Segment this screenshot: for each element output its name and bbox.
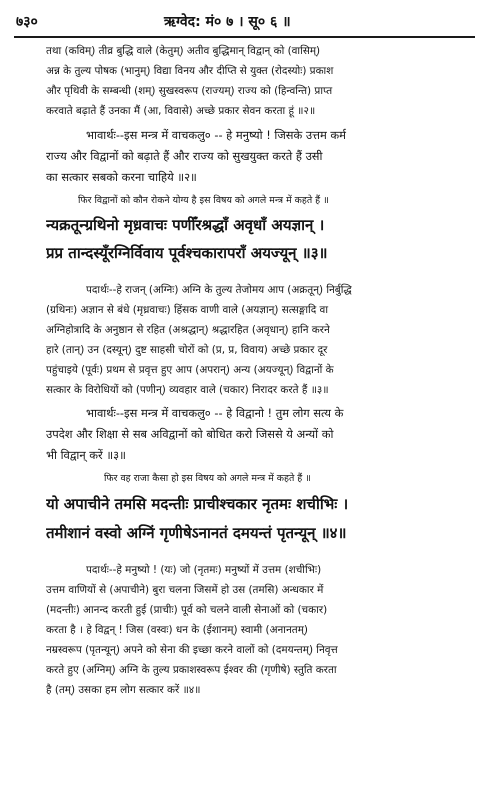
- padartha-line: (ग्रथिनः) अज्ञान से बंधे (मृध्रवाचः) हिंसक वाणी वाले (अयज्ञान्) सत्सङ्गादि वा: [46, 304, 329, 316]
- padartha-line: नम्रस्वरूप (पृतन्यून्) अपने को सेना की इच्छा करने वालों को (दमयन्तम्) निवृत्त: [46, 644, 338, 656]
- mantra-line: यो अपाचीने तमसि मदन्तीः प्राचीश्चकार नृतमः शचीभिः ।: [46, 495, 349, 513]
- bhavartha-line: भी विद्वान् करें ॥३॥: [46, 448, 126, 462]
- bhavartha-line: भावार्थः--इस मन्त्र में वाचकलु० -- हे विद्वानो ! तुम लोग सत्य के: [86, 406, 344, 420]
- padartha-line: (मदन्तीः) आनन्द करती हुई (प्राचीः) पूर्व को चलने वाली सेनाओं को (चकार): [46, 604, 328, 616]
- mantra-line: तमीशानं वस्वो अग्निं गृणीषेऽनानतं दमयन्तं पृतन्यून् ॥४॥: [46, 524, 347, 542]
- page-header: [14, 10, 475, 32]
- padartha-line: पदार्थः--हे मनुष्यो ! (यः) जो (नृतमः) मनुष्यों में उत्तम (शचीभिः): [86, 564, 322, 576]
- bhavartha-line: राज्य और विद्वानों को बढ़ाते हैं और राज्य को सुखयुक्त करते हैं उसी: [46, 149, 323, 163]
- padartha-line: पहुंचाइये (पूर्वः) प्रथम से प्रवृत्त हुए आप (अपरान्) अन्य (अयज्यून्) विद्वानों के: [46, 364, 334, 376]
- mantra-line: प्रप्र तान्दस्यूँरग्निर्विवाय पूर्वश्चकारापराँ अयज्यून् ॥३॥: [46, 244, 328, 262]
- page-number: ७३०: [16, 14, 38, 30]
- mantra-line: न्यक्रतून्ग्रथिनो मृध्रवाचः पणीँरश्रद्धाँ अवृधाँ अयज्ञान् ।: [46, 216, 325, 234]
- running-title: ऋग्वेद: मं० ७ । सू० ६ ॥: [164, 14, 291, 30]
- padartha-line: पदार्थः--हे राजन् (अग्निः) अग्नि के तुल्य तेजोमय आप (अक्रतून्) निर्बुद्धि: [86, 284, 352, 296]
- text-line: अन्न के तुल्य पोषक (भानुम्) विद्या विनय और दीप्ति से युक्त (रोदस्योः) प्रकाश: [46, 65, 334, 77]
- bhavartha-line: का सत्कार सबको करना चाहिये ॥२॥: [46, 170, 197, 184]
- padartha-line: उत्तम वाणियों से (अपाचीने) बुरा चलना जिसमें हो उस (तमसि) अन्धकार में: [46, 584, 324, 596]
- text-line: करवाते बढ़ाते हैं उनका मैं (आ, विवासे) अच्छे प्रकार सेवन करता हूं ॥२॥: [46, 105, 316, 117]
- padartha-line: अग्निहोत्रादि के अनुष्ठान से रहित (अश्रद्धान्) श्रद्धारहित (अवृधान्) हानि करने: [46, 324, 330, 336]
- padartha-line: सत्कार के विरोधियों को (पणीन्) व्यवहार वाले (चकार) निरादर करते हैं ॥३॥: [46, 384, 329, 396]
- text-line: तथा (कविम्) तीव्र बुद्धि वाले (केतुम्) अतीव बुद्धिमान् विद्वान् को (वासिम्): [46, 45, 321, 57]
- header-rule: [14, 36, 475, 38]
- padartha-line: हारे (तान्) उन (दस्यून्) दुष्ट साहसी चोरों को (प्र, प्र, विवाय) अच्छे प्रकार दूर: [46, 344, 328, 356]
- padartha-line: है (तम्) उसका हम लोग सत्कार करें ॥४॥: [46, 684, 201, 696]
- text-line: और पृथिवी के सम्बन्धी (शम्) सुखस्वरूप (राज्यम्) राज्य को (हिन्वन्ति) प्राप्त: [46, 85, 333, 97]
- section-intro: फिर विद्वानों को कौन रोकने योग्य है इस विषय को अगले मन्त्र में कहते हैं ॥: [78, 195, 329, 206]
- padartha-line: करता है । हे विद्वन् ! जिस (वस्वः) धन के (ईशानम्) स्वामी (अनानतम्): [46, 624, 308, 636]
- bhavartha-line: भावार्थः--इस मन्त्र में वाचकलु० -- हे मनुष्यो ! जिसके उत्तम कर्म: [86, 128, 346, 142]
- bhavartha-line: उपदेश और शिक्षा से सब अविद्वानों को बोधित करो जिससे ये अन्यों को: [46, 427, 334, 441]
- section-intro: फिर वह राजा कैसा हो इस विषय को अगले मन्त्र में कहते हैं ॥: [104, 473, 311, 484]
- padartha-line: करते हुए (अग्निम्) अग्नि के तुल्य प्रकाशस्वरूप ईश्वर की (गृणीषे) स्तुति करता: [46, 664, 337, 676]
